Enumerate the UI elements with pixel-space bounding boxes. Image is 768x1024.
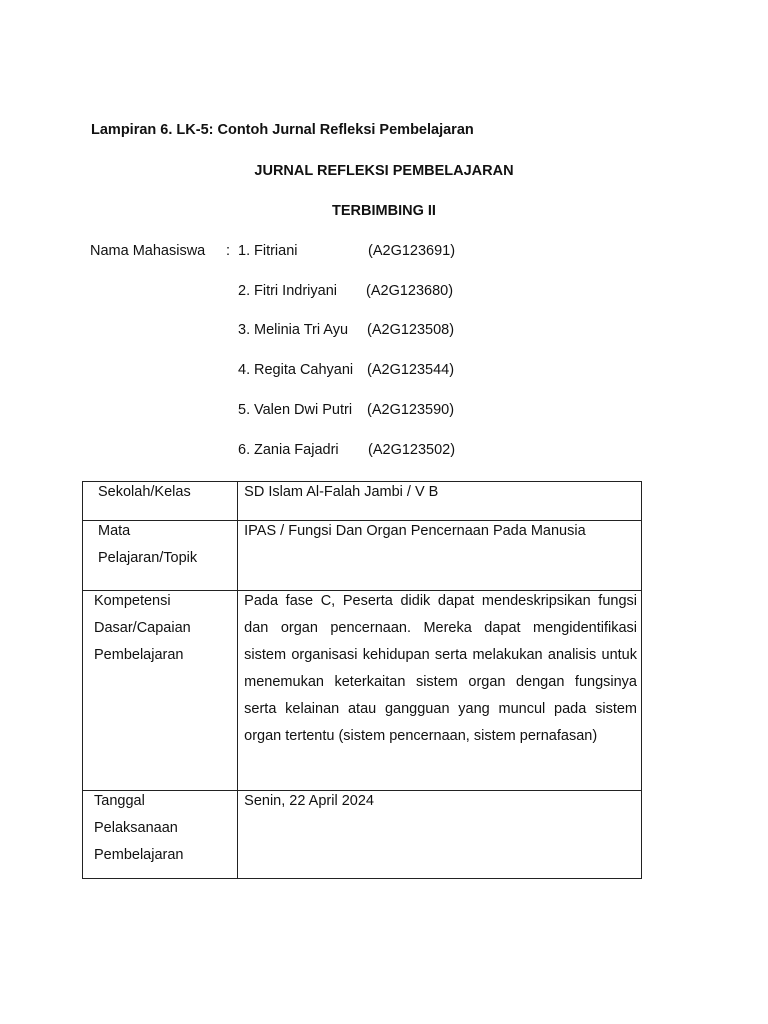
- table-label-cell: [83, 482, 238, 521]
- appendix-heading: Lampiran 6. LK-5: Contoh Jurnal Refleksi Pembelajaran: [91, 122, 474, 138]
- student-id: (A2G123590): [367, 402, 455, 418]
- subject-topic-label: Mata Pelajaran/Topik: [98, 523, 198, 566]
- implementation-date-label: Tanggal Pelaksanaan Pembelajaran: [94, 793, 184, 863]
- table-value-cell: [238, 482, 642, 521]
- student-number: 4.: [238, 362, 251, 378]
- competency-value: Pada fase C, Peserta didik dapat mendeskripsikan fungsi dan organ pencernaan. Mereka dapat mengidentifikasi sistem organisasi kehidupan serta melakukan analisis untuk menemukan keterkaitan sistem organ dengan fungsinya serta kelainan atau gangguan yang muncul pada sistem organ tertentu (sistem pencernaan, sistem pernafasan): [244, 593, 637, 744]
- implementation-date-value: Senin, 22 April 2024: [244, 793, 374, 809]
- table-row: [83, 591, 642, 791]
- table-value-cell: [238, 521, 642, 591]
- student-name: Zania Fajadri: [254, 442, 339, 458]
- school-class-label: Sekolah/Kelas: [98, 484, 191, 500]
- table-row: [83, 791, 642, 879]
- student-name: Melinia Tri Ayu: [254, 322, 349, 338]
- student-name: Fitriani: [254, 243, 298, 259]
- student-id: (A2G123508): [367, 322, 455, 338]
- student-number: 5.: [238, 402, 251, 418]
- table-value-cell: [238, 791, 642, 879]
- student-name: Valen Dwi Putri: [254, 402, 353, 418]
- school-class-value: SD Islam Al-Falah Jambi / V B: [244, 484, 439, 500]
- student-names-label: Nama Mahasiswa: [90, 243, 206, 259]
- subject-topic-value: IPAS / Fungsi Dan Organ Pencernaan Pada Manusia: [244, 523, 586, 539]
- student-id: (A2G123680): [366, 283, 454, 299]
- table-row: [83, 482, 642, 521]
- table-value-cell: [238, 591, 642, 791]
- student-id: (A2G123544): [367, 362, 455, 378]
- student-number: 1.: [238, 243, 251, 259]
- table-row: [83, 521, 642, 591]
- student-name: Regita Cahyani: [254, 362, 354, 378]
- journal-subtitle: TERBIMBING II: [332, 203, 436, 219]
- table-label-cell: [83, 521, 238, 591]
- student-id: (A2G123502): [368, 442, 456, 458]
- table-label-cell: [83, 591, 238, 791]
- table-label-cell: [83, 791, 238, 879]
- student-name: Fitri Indriyani: [254, 283, 337, 299]
- reflection-info-table: [82, 481, 642, 879]
- student-id: (A2G123691): [368, 243, 456, 259]
- journal-title: JURNAL REFLEKSI PEMBELAJARAN: [254, 163, 514, 179]
- student-number: 2.: [238, 283, 251, 299]
- student-names-colon: :: [226, 243, 231, 259]
- competency-label: Kompetensi Dasar/Capaian Pembelajaran: [94, 593, 191, 663]
- student-number: 6.: [238, 442, 251, 458]
- student-number: 3.: [238, 322, 251, 338]
